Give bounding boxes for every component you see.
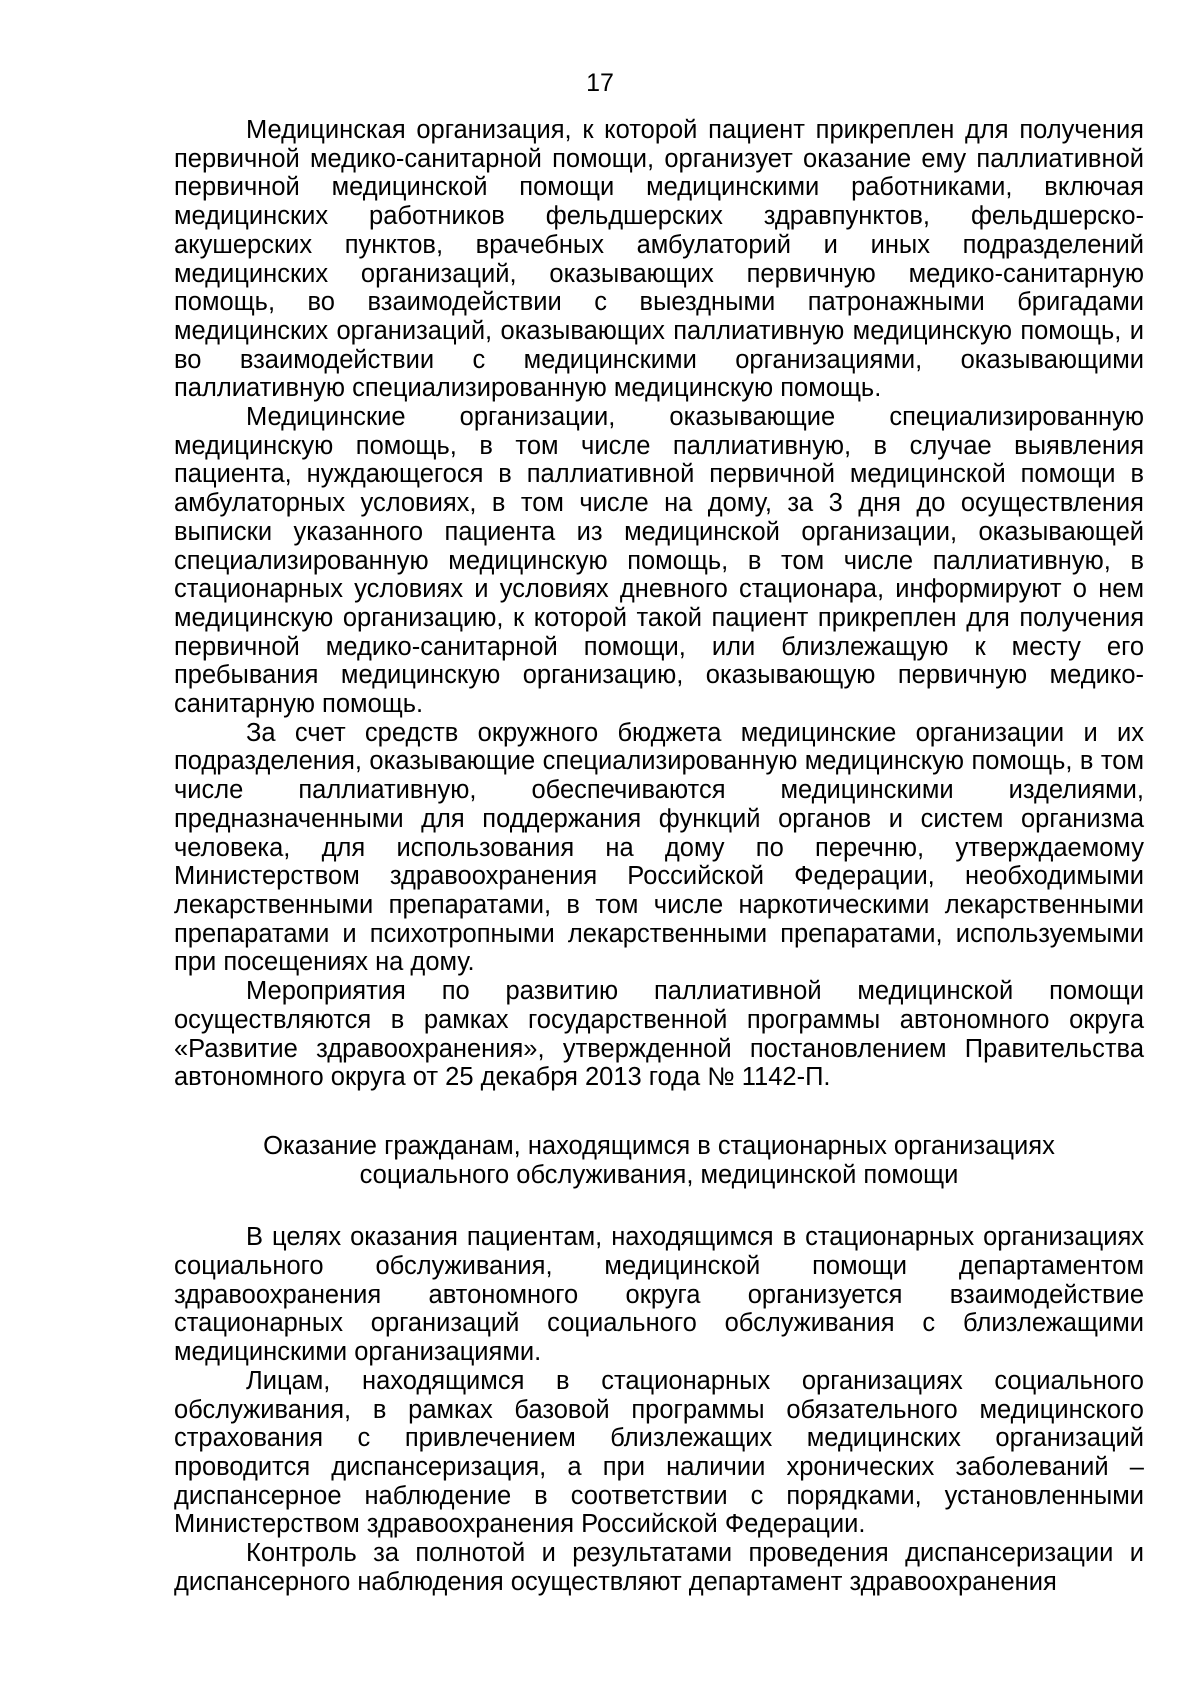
document-body — [174, 116, 1144, 1596]
section-heading-line-2: социального обслуживания, медицинской помощи — [359, 1160, 959, 1189]
paragraph-specialized-organizations: Медицинские организации, оказывающие специализированную медицинскую помощь, в том числе паллиативную, в случае выявления пациента, нуждающегося в паллиативной первичной медицинской помощи в амбулаторных условиях, в том числе на дому, за 3 дня до осуществления выписки указанного пациента из медицинской организации, оказывающей специализированную медицинскую помощь, в том числе паллиативную, в стационарных условиях и условиях дневного стационара, информируют о нем медицинскую организацию, к которой такой пациент прикреплен для получения первичной медико-санитарной помощи, или близлежащую к месту его пребывания медицинскую организацию, оказывающую первичную медико-санитарную помощь. — [174, 403, 1144, 719]
paragraph-development-program: Мероприятия по развитию паллиативной медицинской помощи осуществляются в рамках государственной программы автономного округа «Развитие здравоохранения», утвержденной постановлением Правительства автономного округа от 25 декабря 2013 года № 1142-П. — [174, 977, 1144, 1092]
section-heading — [174, 1132, 1144, 1189]
paragraph-social-service-interaction: В целях оказания пациентам, находящимся в стационарных организациях социального обслуживания, медицинской помощи департаментом здравоохранения автономного округа организуется взаимодействие стационарных организаций социального обслуживания с близлежащими медицинскими организациями. — [174, 1223, 1144, 1367]
section-heading-line-1: Оказание гражданам, находящимся в стационарных организациях — [263, 1131, 1055, 1160]
paragraph-control: Контроль за полнотой и результатами проведения диспансеризации и диспансерного наблюдения осуществляют департамент здравоохранения — [174, 1539, 1144, 1596]
paragraph-palliative-primary-care: Медицинская организация, к которой пациент прикреплен для получения первичной медико-санитарной помощи, организует оказание ему паллиативной первичной медицинской помощи медицинскими работниками, включая медицинских работников фельдшерских здравпунктов, фельдшерско-акушерских пунктов, врачебных амбулаторий и иных подразделений медицинских организаций, оказывающих первичную медико-санитарную помощь, во взаимодействии с выездными патронажными бригадами медицинских организаций, оказывающих паллиативную медицинскую помощь, и во взаимодействии с медицинскими организациями, оказывающими паллиативную специализированную медицинскую помощь. — [174, 116, 1144, 403]
paragraph-district-budget: За счет средств окружного бюджета медицинские организации и их подразделения, оказывающие специализированную медицинскую помощь, в том числе паллиативную, обеспечиваются медицинскими изделиями, предназначенными для поддержания функций органов и систем организма человека, для использования на дому по перечню, утверждаемому Министерством здравоохранения Российской Федерации, необходимыми лекарственными препаратами, в том числе наркотическими лекарственными препаратами и психотропными лекарственными препаратами, используемыми при посещениях на дому. — [174, 718, 1144, 977]
page-number: 17 — [586, 69, 614, 97]
paragraph-dispensary-examination: Лицам, находящимся в стационарных организациях социального обслуживания, в рамках базовой программы обязательного медицинского страхования с привлечением близлежащих медицинских организаций проводится диспансеризация, а при наличии хронических заболеваний – диспансерное наблюдение в соответствии с порядками, установленными Министерством здравоохранения Российской Федерации. — [174, 1366, 1144, 1539]
